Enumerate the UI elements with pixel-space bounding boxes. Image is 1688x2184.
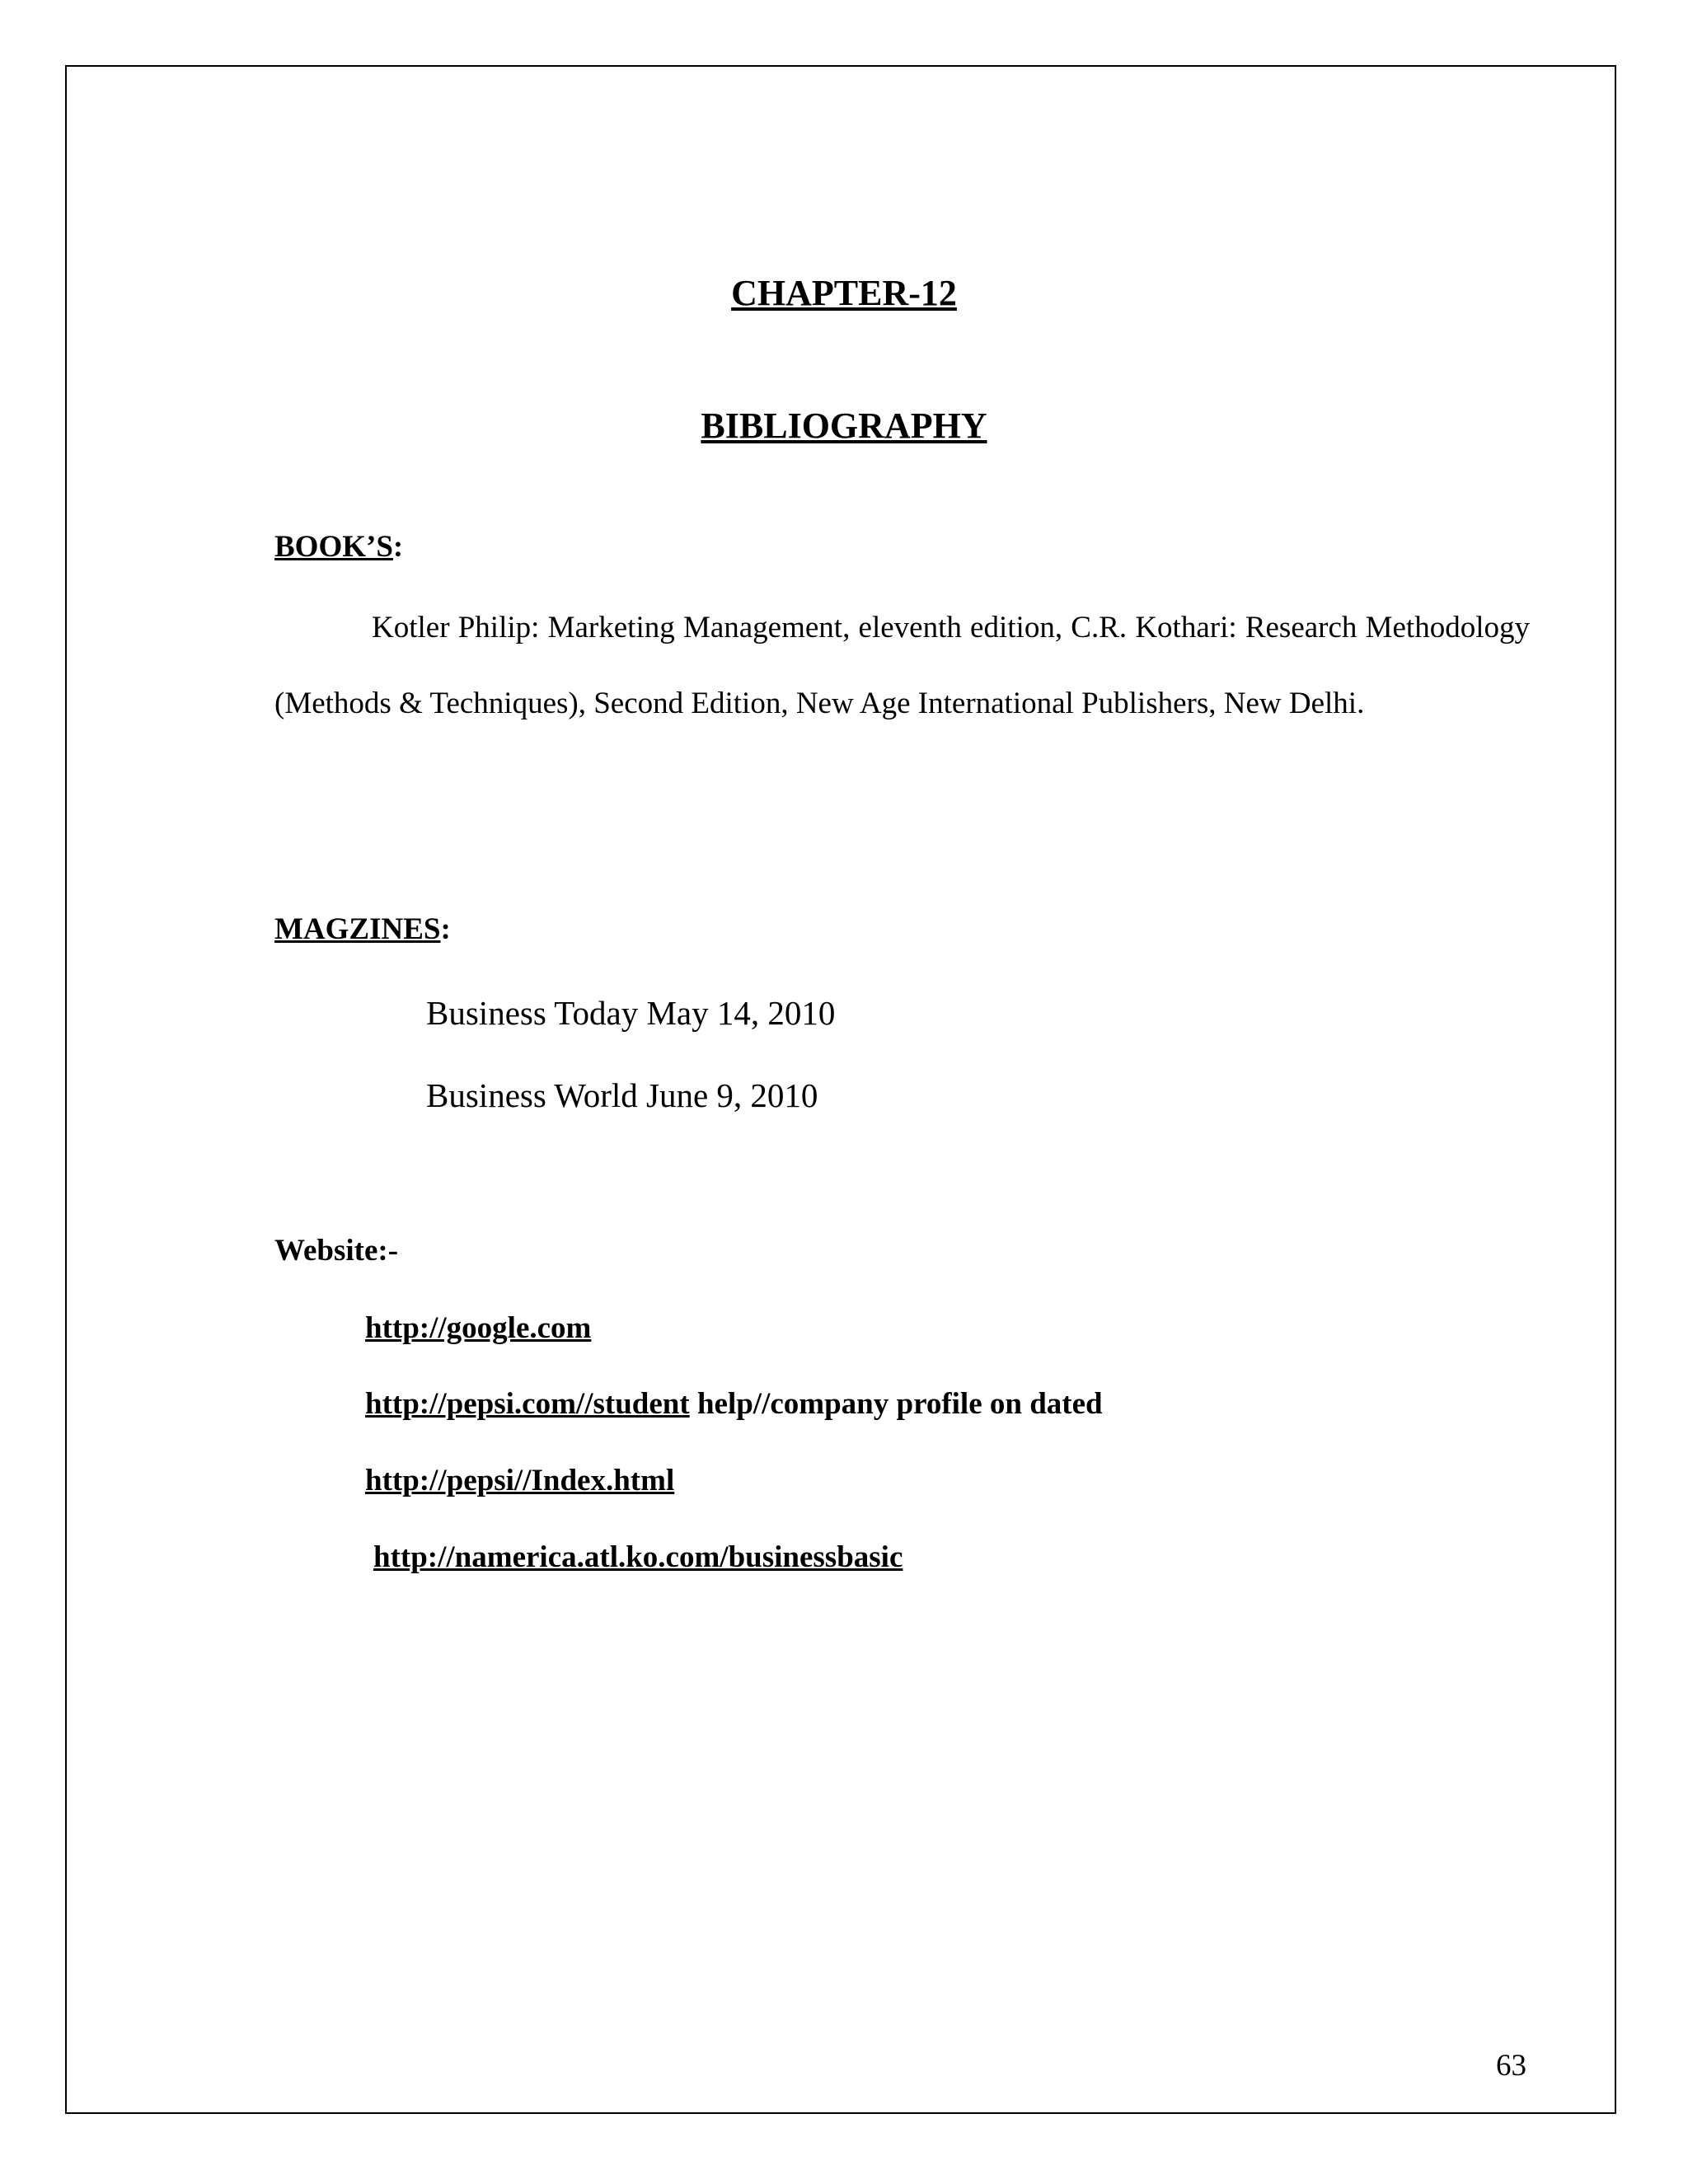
website-link-pepsi-student[interactable]: http://pepsi.com//student [365, 1387, 690, 1421]
website-item [365, 1386, 1103, 1422]
website-item [365, 1463, 674, 1499]
magazine-item: Business Today May 14, 2010 [426, 994, 836, 1032]
books-heading-colon: : [392, 530, 404, 564]
page-border [65, 65, 1616, 2114]
website-suffix: help//company profile on dated [689, 1387, 1103, 1421]
magazines-heading [274, 912, 451, 948]
books-heading [274, 529, 403, 565]
bibliography-title: BIBLIOGRAPHY [701, 405, 987, 446]
page-number: 63 [1496, 2049, 1526, 2083]
chapter-title: CHAPTER-12 [731, 273, 957, 313]
website-item [373, 1540, 903, 1576]
books-heading-label: BOOK’S [274, 530, 393, 564]
website-link-namerica[interactable]: http://namerica.atl.ko.com/businessbasic [373, 1540, 903, 1574]
website-link-google[interactable]: http://google.com [365, 1311, 592, 1345]
magazines-heading-label: MAGZINES [274, 912, 441, 946]
books-reference-paragraph: Kotler Philip: Marketing Management, eleventh edition, C.R. Kothari: Research Methodology (Methods & Techniques), Second Edition, New Age International Publishers, New Delhi. [274, 611, 1530, 720]
website-link-pepsi-index[interactable]: http://pepsi//Index.html [365, 1464, 675, 1497]
websites-heading: Website:- [274, 1234, 399, 1268]
magazine-item: Business World June 9, 2010 [426, 1076, 818, 1114]
magazines-heading-colon: : [440, 912, 451, 946]
website-item [365, 1310, 591, 1347]
